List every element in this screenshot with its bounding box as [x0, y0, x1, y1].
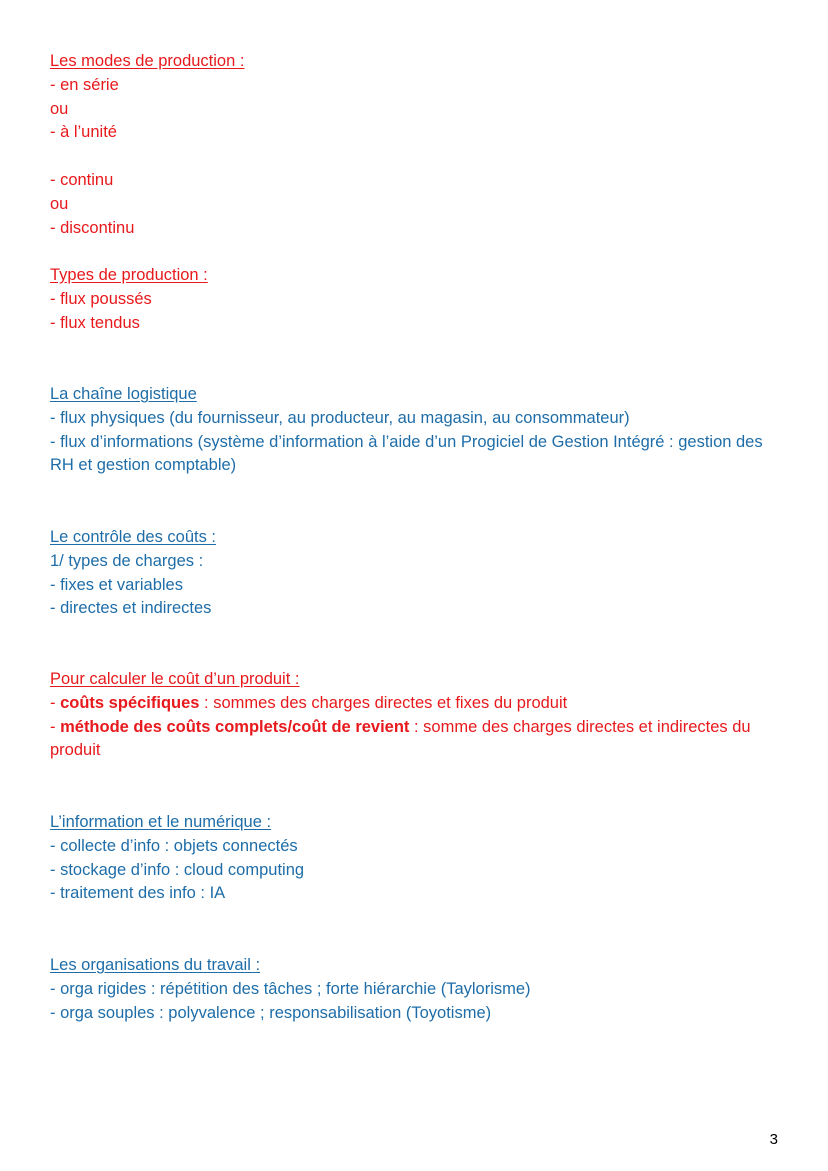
list-item: - orga rigides : répétition des tâches ; forte hiérarchie (Taylorisme): [50, 979, 531, 998]
list-item: - flux tendus: [50, 313, 140, 332]
list-item: - collecte d’info : objets connectés: [50, 836, 298, 855]
list-item: 1/ types de charges :: [50, 551, 204, 570]
section-title: Les organisations du travail :: [50, 956, 261, 974]
list-item: ou: [50, 194, 69, 213]
section-title: Types de production :: [50, 266, 208, 284]
list-item: - en série: [50, 75, 119, 94]
bold-term: coûts spécifiques: [60, 693, 200, 712]
section-information-numerique: [50, 811, 780, 906]
list-item: - à l’unité: [50, 123, 117, 142]
section-calcul-cout-produit: [50, 668, 780, 763]
list-item: - méthode des coûts complets/coût de revient : somme des charges directes et indirectes du produit: [50, 717, 751, 760]
section-title: Le contrôle des coûts :: [50, 528, 217, 546]
list-item: - stockage d’info : cloud computing: [50, 860, 305, 879]
list-item: ou: [50, 99, 69, 118]
section-title: Les modes de production :: [50, 52, 245, 70]
section-title: La chaîne logistique: [50, 385, 197, 403]
section-chaine-logistique: [50, 383, 780, 478]
list-item: - discontinu: [50, 218, 135, 237]
section-modes-de-production: [50, 50, 780, 240]
list-item: - flux poussés: [50, 289, 152, 308]
list-item: - traitement des info : IA: [50, 884, 226, 903]
list-item: - continu: [50, 170, 114, 189]
section-organisations-du-travail: [50, 954, 780, 1025]
list-item: - flux d’informations (système d’information à l’aide d’un Progiciel de Gestion Intégré : gestion des RH et gestion comptable): [50, 432, 763, 475]
section-title: Pour calculer le coût d’un produit :: [50, 670, 300, 688]
page-number: 3: [769, 1131, 778, 1148]
list-item: - coûts spécifiques : sommes des charges directes et fixes du produit: [50, 693, 568, 712]
bold-term: méthode des coûts complets/coût de revient: [60, 717, 410, 736]
section-controle-des-couts: [50, 526, 780, 621]
section-title: L’information et le numérique :: [50, 813, 272, 831]
list-item: - fixes et variables: [50, 575, 183, 594]
section-types-de-production: [50, 264, 780, 335]
list-item: - flux physiques (du fournisseur, au producteur, au magasin, au consommateur): [50, 408, 630, 427]
list-item: - directes et indirectes: [50, 599, 212, 618]
list-item: - orga souples : polyvalence ; responsabilisation (Toyotisme): [50, 1003, 492, 1022]
